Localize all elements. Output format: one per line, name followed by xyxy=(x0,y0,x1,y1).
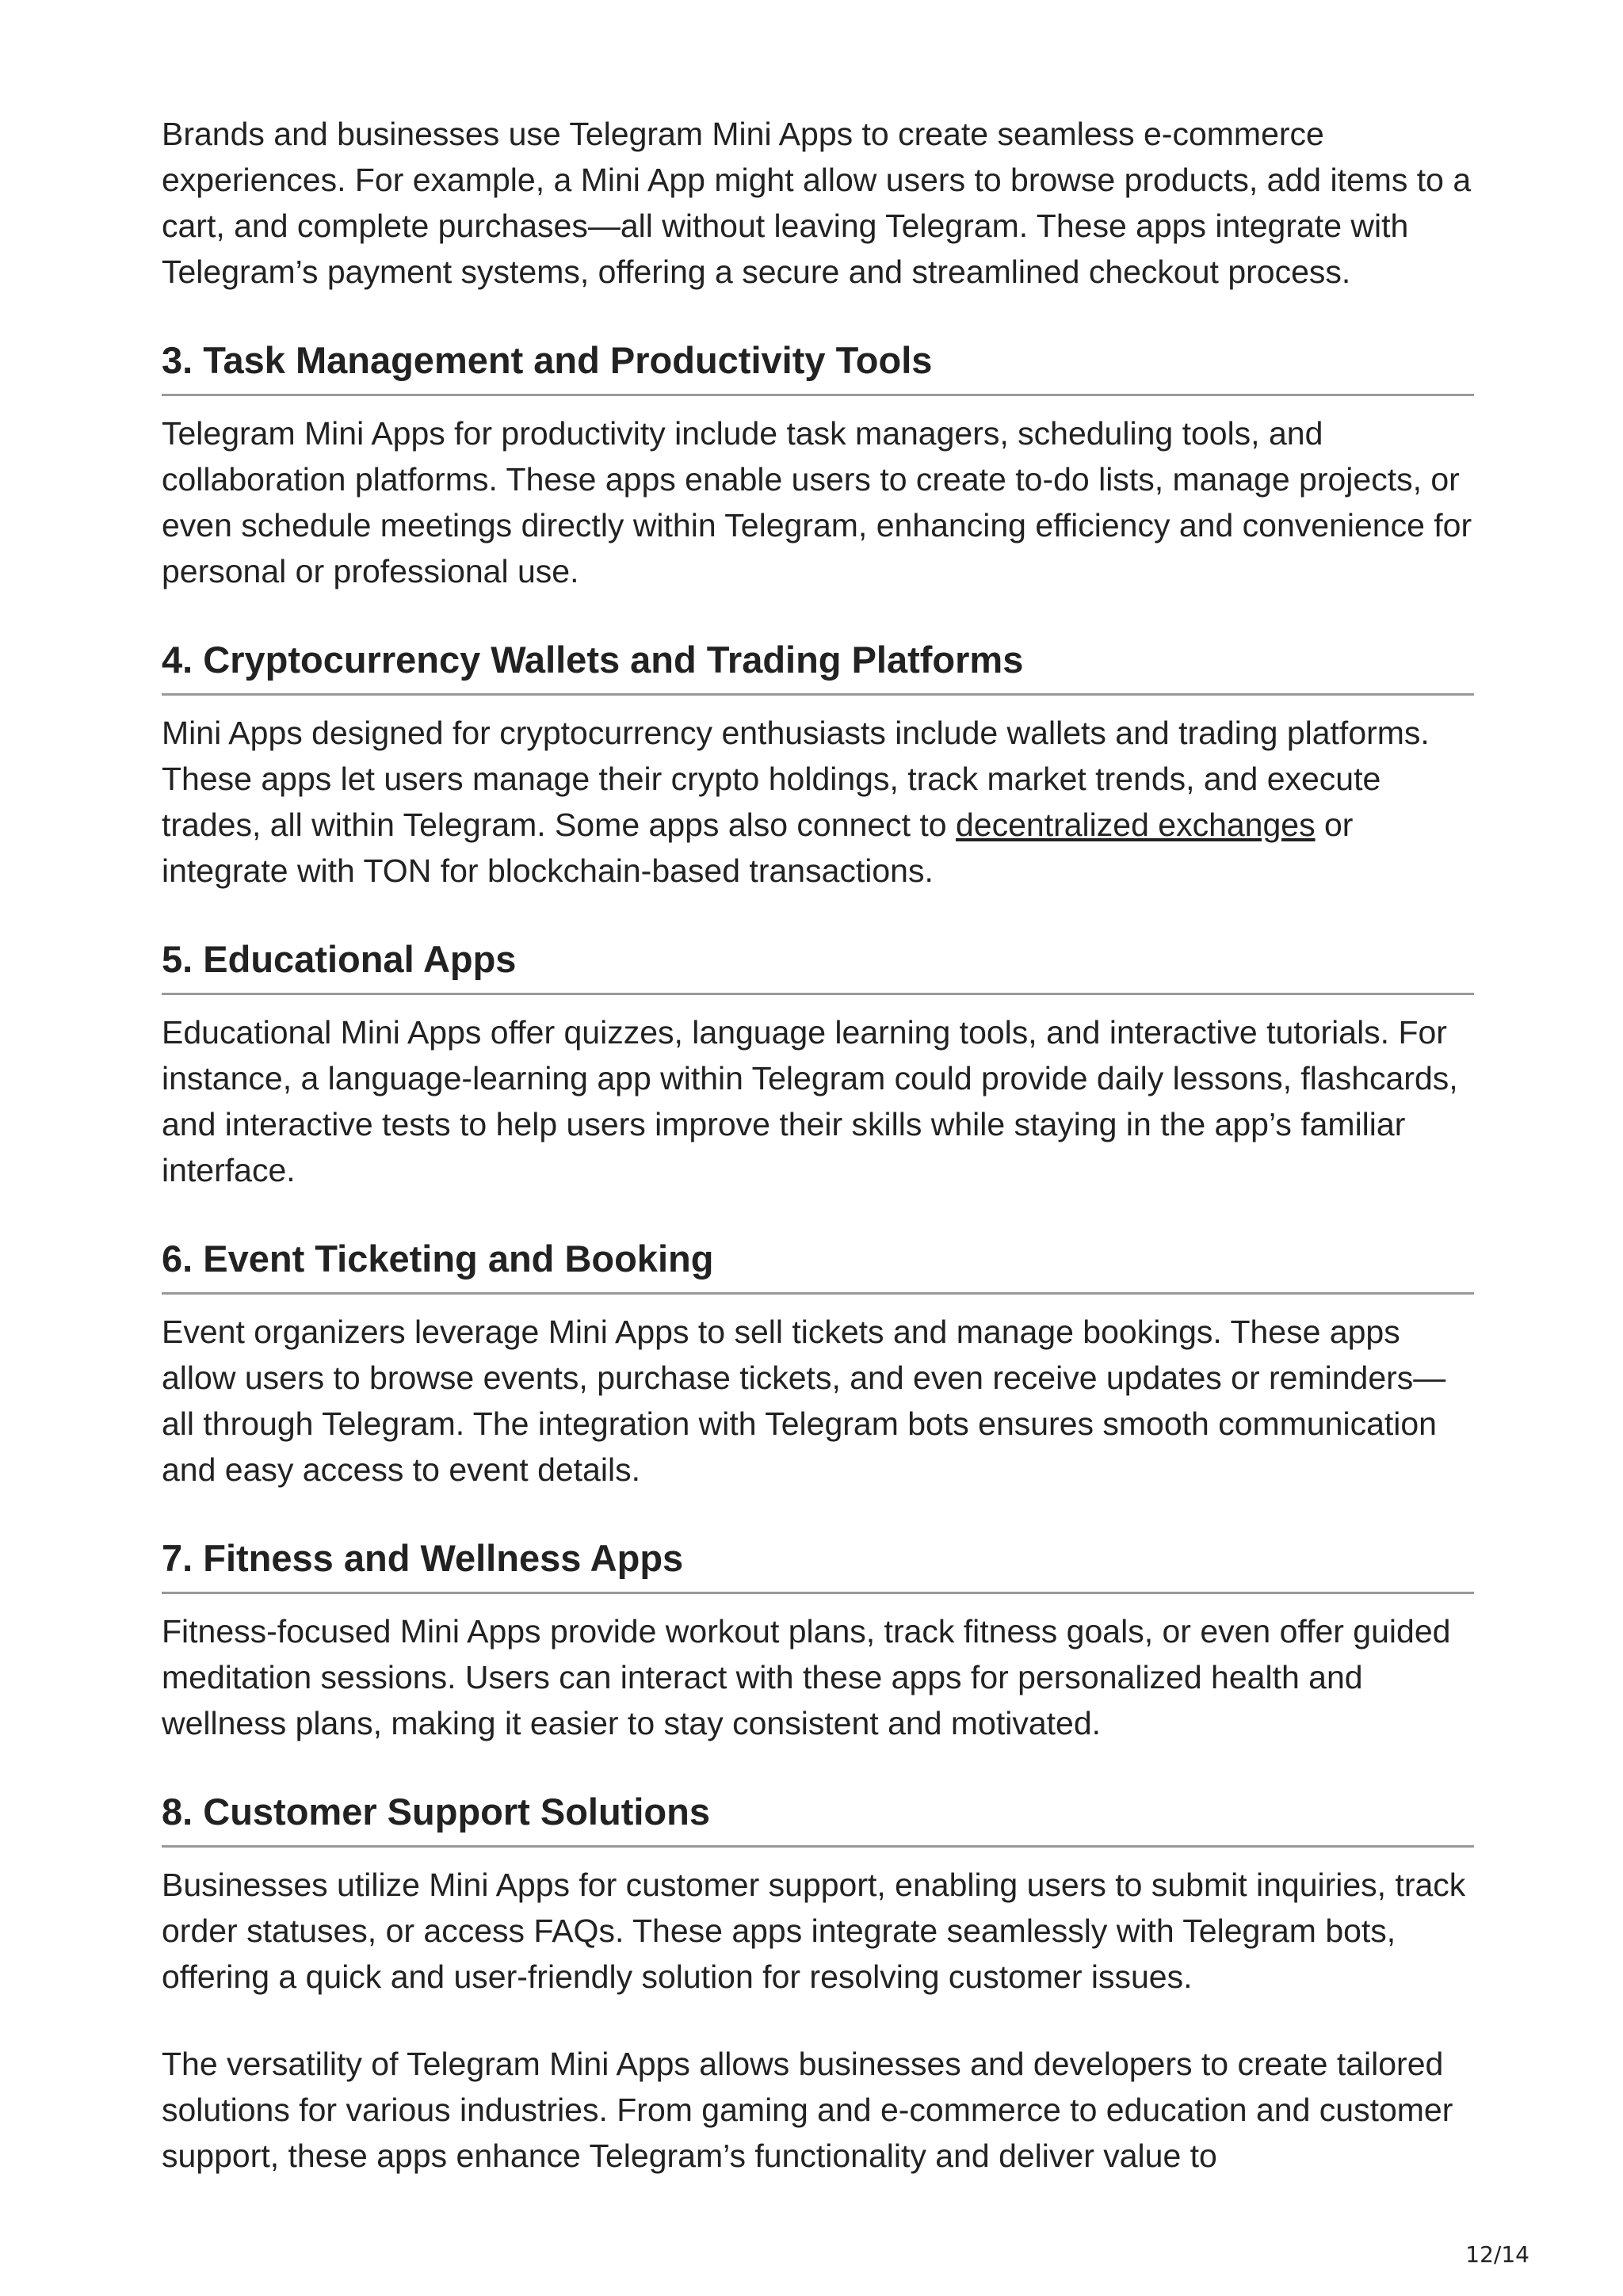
section-body xyxy=(162,710,1474,894)
section-body: Fitness-focused Mini Apps provide workout plans, track fitness goals, or even offer guided meditation sessions. Users can interact with these apps for personalized health and wellness plans, making it easier to stay consistent and motivated. xyxy=(162,1613,1451,1741)
section-heading: 6. Event Ticketing and Booking xyxy=(162,1234,1474,1295)
section-heading: 7. Fitness and Wellness Apps xyxy=(162,1534,1474,1594)
decentralized-exchanges-link[interactable]: decentralized exchanges xyxy=(956,807,1316,843)
section-crypto-wallets xyxy=(162,635,1474,894)
section-body: Event organizers leverage Mini Apps to sell tickets and manage bookings. These apps allow users to browse events, purchase tickets, and even receive updates or reminders—all through Telegram. The integration with Telegram bots ensures smooth communication and easy access to event details. xyxy=(162,1314,1446,1488)
page-number: 12/14 xyxy=(1465,2241,1529,2267)
section-body: Educational Mini Apps offer quizzes, language learning tools, and interactive tutorials. For instance, a language-learning app within Telegram could provide daily lessons, flashcards, and interactive tests to help users improve their skills while staying in the app’s familiar interface. xyxy=(162,1014,1458,1188)
section-body-text: or integrate with TON for blockchain-based transactions. xyxy=(162,807,1354,889)
section-customer-support xyxy=(162,1787,1474,2000)
section-heading: 4. Cryptocurrency Wallets and Trading Platforms xyxy=(162,635,1474,696)
intro-paragraph: Brands and businesses use Telegram Mini Apps to create seamless e-commerce experiences. For example, a Mini App might allow users to browse products, add items to a cart, and complete purchases—all without leaving Telegram. These apps integrate with Telegram’s payment systems, offering a secure and streamlined checkout process. xyxy=(162,116,1472,290)
section-body: Businesses utilize Mini Apps for customer support, enabling users to submit inquiries, track order statuses, or access FAQs. These apps integrate seamlessly with Telegram bots, offering a quick and user-friendly solution for resolving customer issues. xyxy=(162,1867,1466,1995)
section-event-ticketing xyxy=(162,1234,1474,1493)
section-fitness-wellness xyxy=(162,1534,1474,1746)
section-body: Telegram Mini Apps for productivity include task managers, scheduling tools, and collaboration platforms. These apps enable users to create to-do lists, manage projects, or even schedule meetings directly within Telegram, enhancing efficiency and convenience for personal or professional use. xyxy=(162,415,1472,589)
document-page xyxy=(162,111,1474,2179)
section-task-management xyxy=(162,336,1474,594)
section-heading: 8. Customer Support Solutions xyxy=(162,1787,1474,1848)
section-heading: 5. Educational Apps xyxy=(162,935,1474,995)
section-body-text: Mini Apps designed for cryptocurrency enthusiasts include wallets and trading platforms. These apps let users manage their crypto holdings, track market trends, and execute trades, all within Telegram. Some apps also connect to xyxy=(162,715,1430,843)
closing-paragraph: The versatility of Telegram Mini Apps allows businesses and developers to create tailored solutions for various industries. From gaming and e-commerce to education and customer support, these apps enhance Telegram’s functionality and deliver value to xyxy=(162,2046,1453,2174)
section-heading: 3. Task Management and Productivity Tools xyxy=(162,336,1474,396)
section-educational-apps xyxy=(162,935,1474,1193)
